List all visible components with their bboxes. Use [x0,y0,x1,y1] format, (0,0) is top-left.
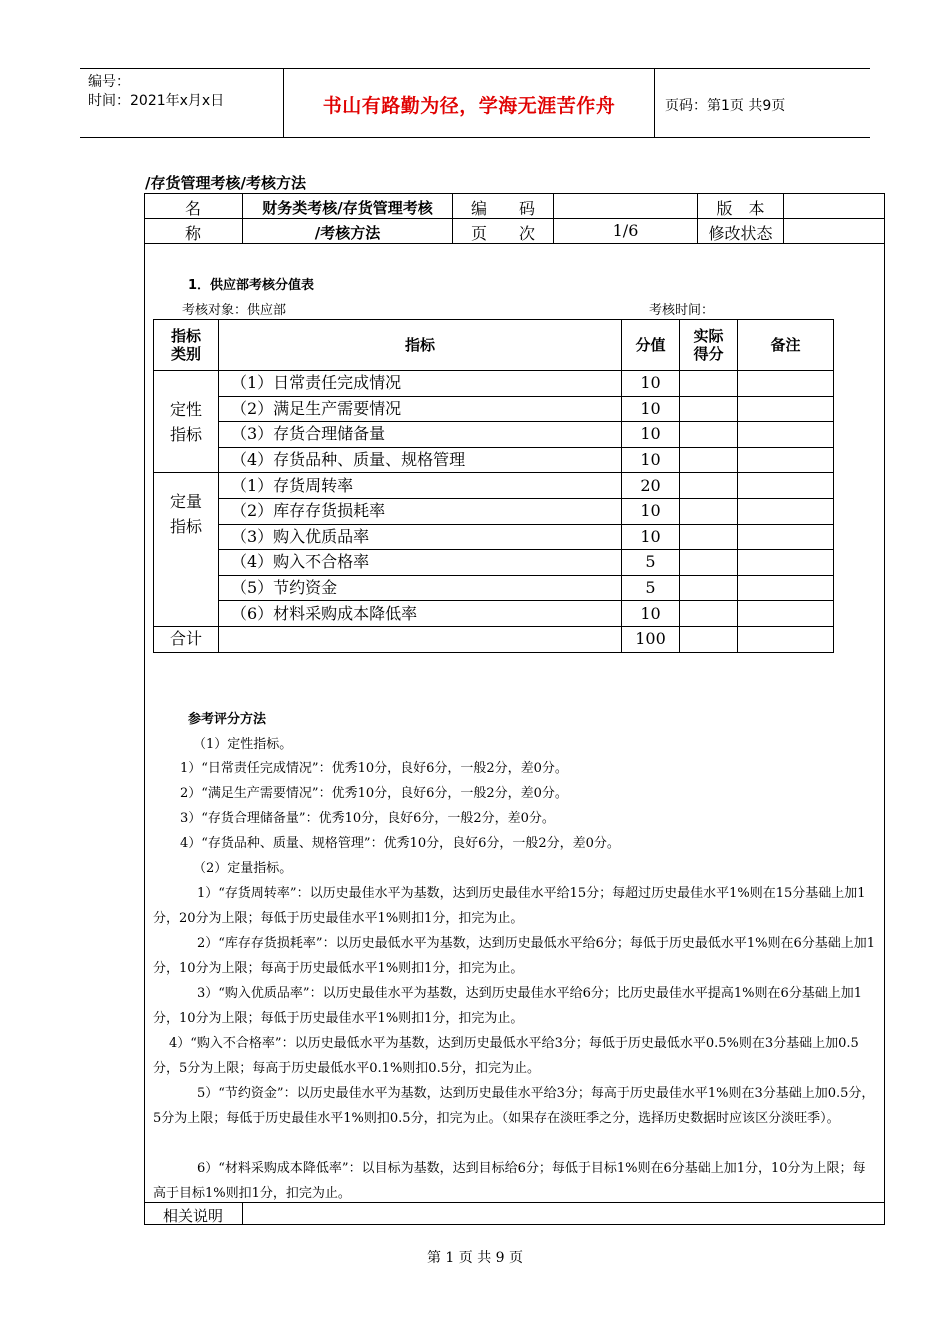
actual-cell [680,371,738,397]
reference-item: 3）“购入优质品率”：以历史最佳水平为基数，达到历史最佳水平给6分；比历史最佳水平提高1%则在6分基础上加1分，10分为上限；每低于历史最佳水平1%则扣1分，扣完为止。 [153,986,863,1026]
actual-cell [680,498,738,524]
score-cell: 10 [622,447,680,473]
section-title: 1．供应部考核分值表 [188,278,315,293]
reference-item: 2）“满足生产需要情况”：优秀10分，良好6分，一般2分，差0分。 [180,786,568,801]
score-cell: 20 [622,473,680,499]
indicator-cell: （6）材料采购成本降低率 [219,601,622,627]
qual-heading: （1）定性指标。 [193,737,293,752]
reference-item: 2）“库存存货损耗率”：以历史最低水平为基数，达到历史最低水平给6分；每低于历史最低水平1%则在6分基础上加1分，10分为上限；每高于历史最低水平1%则扣1分，扣完为止。 [153,936,876,976]
quant-heading: （2）定量指标。 [193,861,293,876]
indicator-cell: （5）节约资金 [219,575,622,601]
total-score: 100 [622,626,680,652]
table-row [154,550,834,576]
indicator-cell: （3）存货合理储备量 [219,422,622,448]
remark-cell [738,626,834,652]
remark-cell [738,447,834,473]
category-qualitative: 定性 指标 [154,371,219,473]
remark-cell [738,473,834,499]
table-row [154,575,834,601]
remark-cell [738,575,834,601]
indicator-cell: （2）库存存货损耗率 [219,498,622,524]
header-page-info: 页码：第1页 共9页 [665,98,786,114]
indicator-cell: （4）购入不合格率 [219,550,622,576]
page-header [80,68,870,138]
breadcrumb: /存货管理考核/考核方法 [145,174,306,192]
header-divider [654,69,655,137]
score-cell: 5 [622,550,680,576]
page-label: 页 次 [470,224,535,243]
remark-cell [738,422,834,448]
total-row [154,626,834,652]
page-value: 1/6 [612,221,639,240]
header-indicator: 指标 [219,320,622,371]
score-cell: 10 [622,498,680,524]
indicator-cell: （1）日常责任完成情况 [219,371,622,397]
total-label: 合计 [154,626,219,652]
score-cell: 10 [622,422,680,448]
table-row [154,422,834,448]
name-value: /考核方法 [314,224,381,242]
actual-cell [680,575,738,601]
related-row-divider [144,1202,885,1203]
remark-cell [738,498,834,524]
table-header-row [154,320,834,371]
name-label: 名 [184,199,201,218]
reference-item: 1）“存货周转率”：以历史最佳水平为基数，达到历史最佳水平给15分；每超过历史最佳水平1%则在15分基础上加1分，20分为上限；每低于历史最佳水平1%则扣1分，扣完为止。 [153,886,866,926]
reference-item: 3）“存货合理储备量”：优秀10分，良好6分，一般2分，差0分。 [180,811,555,826]
actual-cell [680,626,738,652]
reference-item: 4）“购入不合格率”：以历史最低水平为基数，达到历史最低水平给3分；每低于历史最低水平0.5%则在3分基础上加0.5分，5分为上限；每高于历史最低水平0.1%则扣0.5分，扣完为止。 [153,1036,859,1076]
table-row [154,447,834,473]
table-row [154,498,834,524]
header-score: 分值 [622,320,680,371]
document-time-label: 时间：2021年x月x日 [88,93,225,109]
indicator-cell: （2）满足生产需要情况 [219,396,622,422]
score-cell: 10 [622,371,680,397]
total-blank [219,626,622,652]
remark-cell [738,550,834,576]
table-row [154,371,834,397]
page-footer: 第 1 页 共 9 页 [426,1250,524,1266]
reference-item: 6）“材料采购成本降低率”：以目标为基数，达到目标给6分；每低于目标1%则在6分基础上加1分，10分为上限；每高于目标1%则扣1分，扣完为止。 [153,1161,866,1201]
score-cell: 10 [622,524,680,550]
header-motto: 书山有路勤为径，学海无涯苦作舟 [322,95,616,117]
remark-cell [738,524,834,550]
assessment-target: 考核对象：供应部 [182,303,287,318]
related-col-divider [242,1202,243,1225]
category-quantitative: 定量 指标 [154,473,219,627]
table-row [154,601,834,627]
reference-item: 1）“日常责任完成情况”：优秀10分，良好6分，一般2分，差0分。 [180,761,568,776]
code-label: 编 码 [470,199,535,218]
header-remark: 备注 [738,320,834,371]
actual-cell [680,396,738,422]
name-value: 财务类考核/存货管理考核 [262,199,433,217]
actual-cell [680,601,738,627]
score-cell: 5 [622,575,680,601]
info-col-divider [783,193,784,243]
remark-cell [738,396,834,422]
remark-cell [738,371,834,397]
score-cell: 10 [622,396,680,422]
name-label: 称 [184,224,201,243]
actual-cell [680,422,738,448]
table-row [154,524,834,550]
revision-label: 修改状态 [708,224,773,243]
score-table [153,319,834,653]
assessment-time: 考核时间： [649,303,715,318]
indicator-cell: （4）存货品种、质量、规格管理 [219,447,622,473]
related-notes-label: 相关说明 [162,1207,223,1225]
document-number-label: 编号： [88,74,130,90]
reference-item: 5）“节约资金”：以历史最佳水平为基数，达到历史最佳水平给3分；每高于历史最佳水平1%则在3分基础上加0.5分，5分为上限；每低于历史最佳水平1%则扣0.5分，扣完为止。（如果存在淡旺季之分，选择历史数据时应该区分淡旺季）。 [153,1086,875,1126]
score-cell: 10 [622,601,680,627]
remark-cell [738,601,834,627]
actual-cell [680,447,738,473]
version-label: 版 本 [716,199,765,218]
indicator-cell: （3）购入优质品率 [219,524,622,550]
reference-title: 参考评分方法 [188,712,267,727]
table-row [154,396,834,422]
header-meta [88,73,224,111]
table-row [154,473,834,499]
indicator-cell: （1）存货周转率 [219,473,622,499]
actual-cell [680,550,738,576]
actual-cell [680,524,738,550]
header-category: 指标 类别 [154,320,219,371]
header-actual-score: 实际 得分 [680,320,738,371]
reference-item: 4）“存货品种、质量、规格管理”：优秀10分，良好6分，一般2分，差0分。 [180,836,620,851]
actual-cell [680,473,738,499]
